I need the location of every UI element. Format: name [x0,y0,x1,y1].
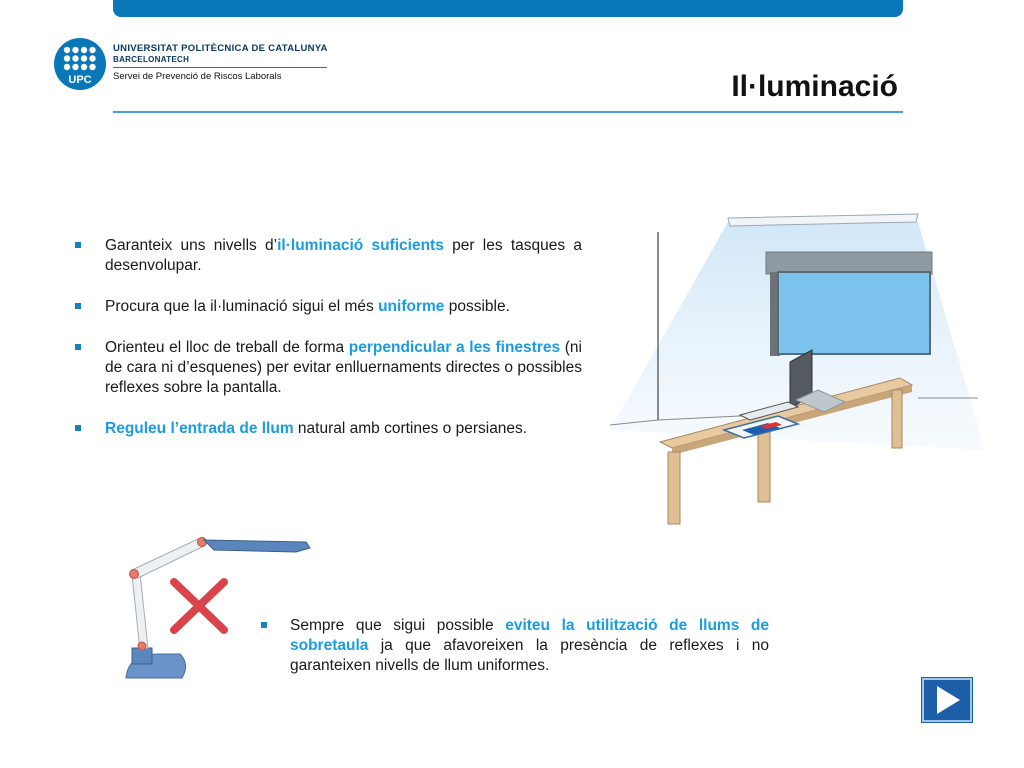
university-subtitle: BARCELONATECH [113,55,190,64]
top-bar [113,0,903,17]
bullet-text: Garanteix uns nivells d’ [105,237,278,254]
office-room-illustration [600,210,990,530]
lamp-upper-arm [132,538,204,578]
desk-leg [892,390,902,448]
bullet-list [72,236,582,460]
title-divider [113,111,903,113]
window [778,272,930,354]
desk-leg [668,452,680,524]
lamp-head [204,540,310,552]
square-bullet-icon [75,425,81,431]
bullet-text: (ni de cara ni d’esquenes) per evitar enlluernaments directes o possibles reflexes sobre la pantalla. [105,339,582,396]
next-slide-button[interactable] [922,678,972,722]
bullet-item [72,236,582,276]
square-bullet-icon [261,622,267,628]
play-right-icon [924,680,970,720]
bullet-highlight: Reguleu l’entrada de llum [105,420,294,437]
service-name: Servei de Prevenció de Riscos Laborals [113,71,282,82]
lamp-joint [198,538,207,547]
bullet-text: per les tasques a desenvolupar. [105,237,582,274]
university-name: UNIVERSITAT POLITÈCNICA DE CATALUNYA [113,43,328,54]
logo-divider [113,67,327,68]
square-bullet-icon [75,303,81,309]
square-bullet-icon [75,242,81,248]
lamp-joint [130,570,139,579]
bullet-text: natural amb cortines o persianes. [293,420,528,437]
bullet-highlight: il·luminació suficients [277,237,444,254]
upc-logo [54,38,106,90]
bullet-highlight: perpendicular a les finestres [348,339,561,356]
bullet-item [72,419,582,439]
cross-icon [174,582,224,630]
window-blind [766,252,932,274]
lamp-lower-arm [132,573,148,650]
page-title: Il·luminació [731,70,898,103]
bullet-text: possible. [444,298,510,315]
bottom-bullet-list [258,616,769,676]
bullet-text: ja que afavoreixen la presència de reflexes i no garanteixen nivells de llum uniformes. [290,637,769,674]
bullet-item [72,297,582,317]
bullet-highlight: uniforme [378,298,445,315]
bullet-text: Sempre que sigui possible [290,617,506,634]
bullet-text: Procura que la il·luminació sigui el més [105,298,379,315]
logo-text: UPC [68,74,92,86]
bullet-item [72,338,582,398]
desk-leg [758,432,770,502]
lamp-joint [138,642,146,650]
bullet-text: Orienteu el lloc de treball de forma [105,339,349,356]
bullet-highlight: eviteu la utilització de llums de sobretaula [290,617,769,654]
bullet-item [258,616,769,676]
square-bullet-icon [75,344,81,350]
